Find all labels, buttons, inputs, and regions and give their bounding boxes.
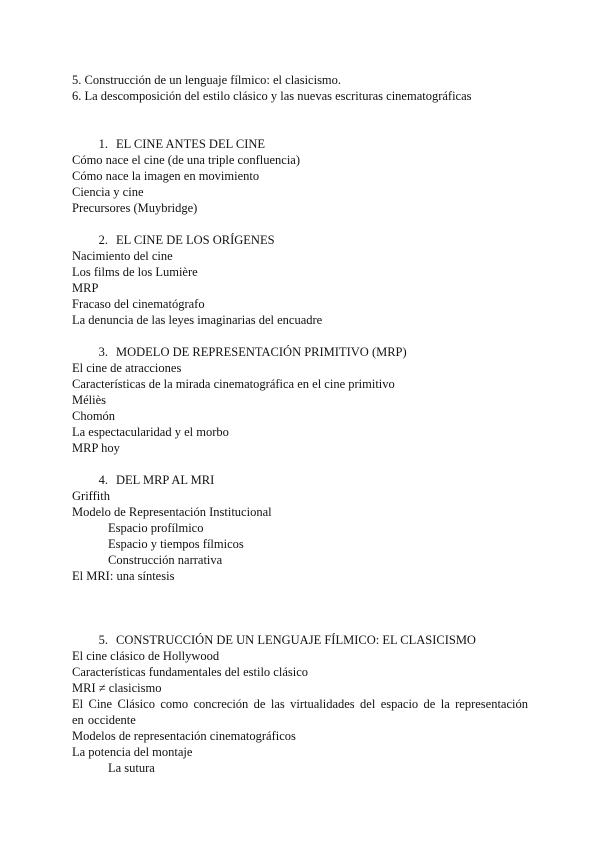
list-item: Modelo de Representación Institucional <box>72 505 272 519</box>
list-item: El cine de atracciones <box>72 361 182 375</box>
list-item: El Cine Clásico como concreción de las virtualidades del espacio de la representación en occidente <box>72 697 528 727</box>
list-item: Chomón <box>72 409 116 423</box>
section-title: EL CINE DE LOS ORÍGENES <box>116 233 275 247</box>
list-subitem: Espacio y tiempos fílmicos <box>108 537 244 551</box>
section-2-heading <box>72 232 275 248</box>
section-5-heading <box>72 632 476 648</box>
list-item: Modelos de representación cinematográficos <box>72 729 296 743</box>
list-item: La denuncia de las leyes imaginarias del encuadre <box>72 313 323 327</box>
list-item: Méliès <box>72 393 107 407</box>
section-number: 4. <box>98 473 108 487</box>
list-item: MRP hoy <box>72 441 120 455</box>
list-item: Griffith <box>72 489 110 503</box>
list-item: Cómo nace el cine (de una triple confluencia) <box>72 153 301 167</box>
section-title: CONSTRUCCIÓN DE UN LENGUAJE FÍLMICO: EL CLASICISMO <box>116 633 476 647</box>
list-item: La espectacularidad y el morbo <box>72 425 229 439</box>
section-number: 2. <box>98 233 108 247</box>
section-title: DEL MRP AL MRI <box>116 473 215 487</box>
list-item: El cine clásico de Hollywood <box>72 649 220 663</box>
section-4-heading <box>72 472 214 488</box>
intro-line-6: 6. La descomposición del estilo clásico y las nuevas escrituras cinematográficas <box>72 89 472 103</box>
list-subitem: Construcción narrativa <box>108 553 223 567</box>
list-subitem: La sutura <box>108 761 155 775</box>
list-item: La potencia del montaje <box>72 745 193 759</box>
list-item: Nacimiento del cine <box>72 249 173 263</box>
list-item: MRP <box>72 281 99 295</box>
list-item: Fracaso del cinematógrafo <box>72 297 205 311</box>
section-number: 3. <box>98 345 108 359</box>
section-3-heading <box>72 344 407 360</box>
list-item: Características fundamentales del estilo clásico <box>72 665 309 679</box>
section-1-heading <box>72 136 265 152</box>
list-item: Los films de los Lumière <box>72 265 198 279</box>
list-subitem: Espacio profílmico <box>108 521 204 535</box>
list-item: Ciencia y cine <box>72 185 144 199</box>
section-title: EL CINE ANTES DEL CINE <box>116 137 266 151</box>
list-item: MRI ≠ clasicismo <box>72 681 162 695</box>
section-number: 5. <box>98 633 108 647</box>
section-title: MODELO DE REPRESENTACIÓN PRIMITIVO (MRP) <box>116 345 407 359</box>
list-item: Características de la mirada cinematográfica en el cine primitivo <box>72 377 395 391</box>
list-item: Cómo nace la imagen en movimiento <box>72 169 260 183</box>
intro-line-5: 5. Construcción de un lenguaje fílmico: el clasicismo. <box>72 73 342 87</box>
list-item: Precursores (Muybridge) <box>72 201 198 215</box>
list-item: El MRI: una síntesis <box>72 569 175 583</box>
section-number: 1. <box>98 137 108 151</box>
